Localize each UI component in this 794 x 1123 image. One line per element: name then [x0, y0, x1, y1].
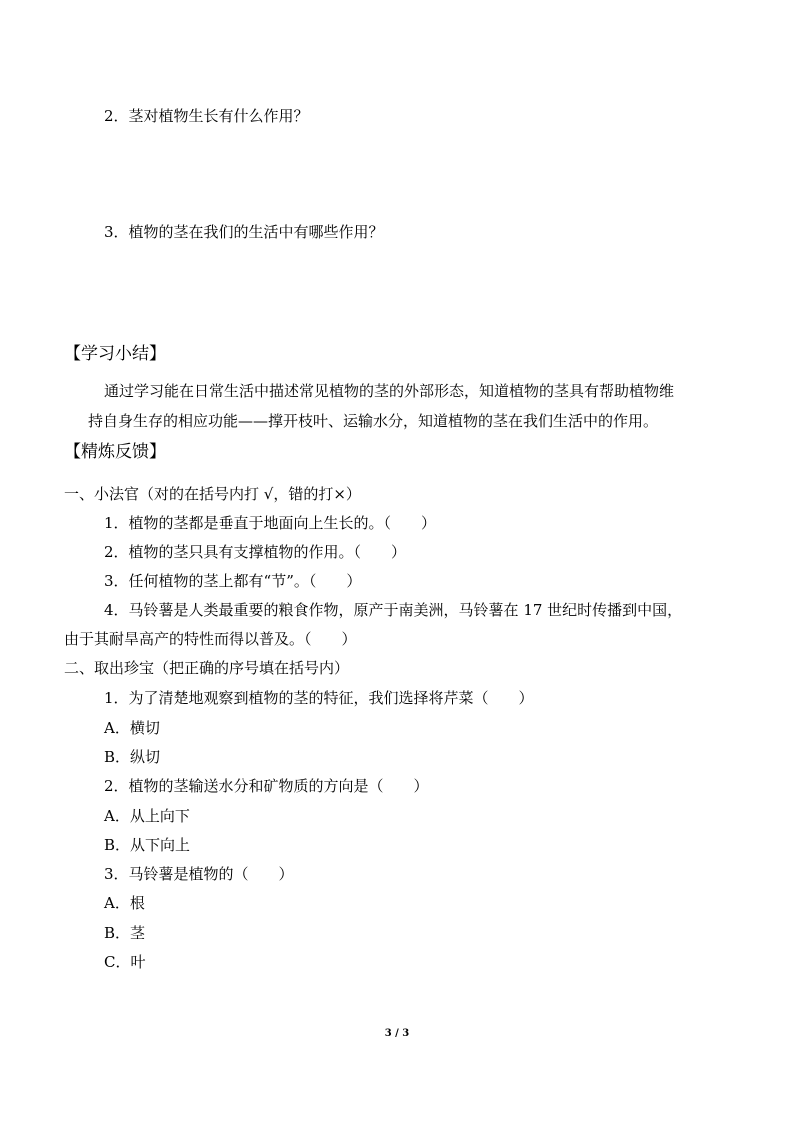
part2-option: B．从下向上 [104, 836, 191, 854]
part1-item: 3．任何植物的茎上都有“节”。（ ） [104, 572, 362, 590]
part1-item: 2．植物的茎只具有支撑植物的作用。（ ） [104, 543, 407, 561]
part2-option: A．从上向下 [104, 807, 190, 825]
part2-item: 3．马铃薯是植物的（ ） [104, 865, 294, 883]
part2-item: 1．为了清楚地观察到植物的茎的特征，我们选择将芹菜（ ） [104, 689, 534, 707]
part2-option: B．纵切 [104, 748, 161, 766]
part2-option: B．茎 [104, 924, 146, 942]
part2-title: 二、取出珍宝（把正确的序号填在括号内） [64, 659, 350, 677]
part2-option: C．叶 [104, 953, 146, 971]
part1-title: 一、小法官（对的在括号内打 √，错的打×） [64, 485, 361, 503]
summary-heading: 【学习小结】 [64, 344, 166, 364]
page-number: 3 / 3 [384, 1028, 410, 1039]
part1-item: 4．马铃薯是人类最重要的粮食作物，原产于南美洲，马铃薯在 17 世纪时传播到中国， [104, 601, 683, 619]
feedback-heading: 【精炼反馈】 [64, 442, 166, 462]
part2-option: A．根 [104, 894, 145, 912]
summary-line-1: 通过学习能在日常生活中描述常见植物的茎的外部形态，知道植物的茎具有帮助植物维 [104, 382, 675, 400]
summary-line-2: 持自身生存的相应功能——撑开枝叶、运输水分，知道植物的茎在我们生活中的作用。 [88, 412, 659, 430]
part1-item: 由于其耐旱高产的特性而得以普及。（ ） [64, 630, 357, 648]
part1-item: 1．植物的茎都是垂直于地面向上生长的。（ ） [104, 514, 437, 532]
part2-item: 2．植物的茎输送水分和矿物质的方向是（ ） [104, 777, 429, 795]
question-2: 2．茎对植物生长有什么作用？ [104, 107, 309, 125]
question-3: 3．植物的茎在我们的生活中有哪些作用？ [104, 223, 384, 241]
part2-option: A．横切 [104, 719, 160, 737]
